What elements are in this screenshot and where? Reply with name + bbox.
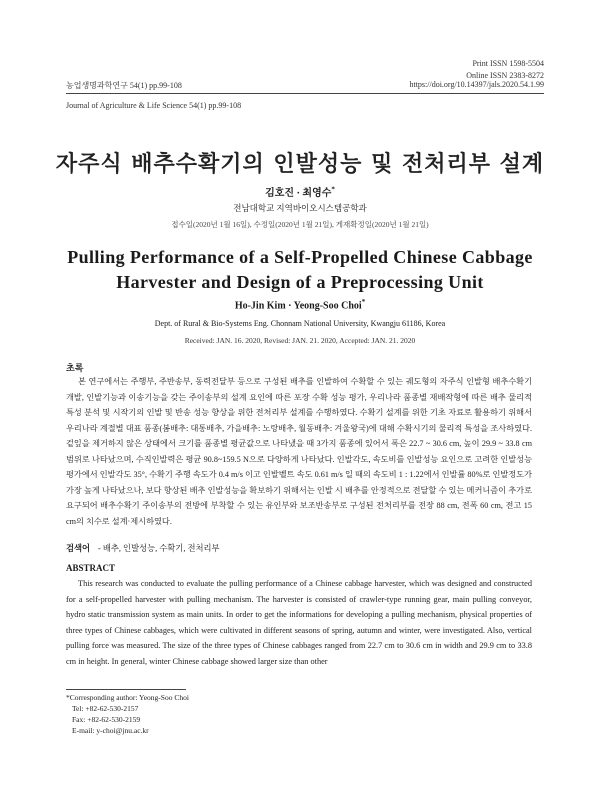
dates-english: Received: JAN. 16. 2020, Revised: JAN. 21. 2020, Accepted: JAN. 21. 2020: [184, 336, 416, 345]
title-english-line1: Pulling Performance of a Self-Propelled Chinese Cabbage: [67, 247, 533, 267]
footnote-email[interactable]: E-mail: y-choi@jnu.ac.kr: [72, 726, 149, 735]
issn-online: Online ISSN 2383-8272: [466, 70, 544, 80]
issn-print: Print ISSN 1598-5504: [472, 59, 544, 68]
abstract-en-text: This research was conducted to evaluate the pulling performance of a Chinese cabbage harvester, which was designed and constructed for a self-propelled harvester with pulling mechanism. The harvester is consisted of crawler-type running gear, main pulling conveyor, hydro static transmission system as main units. In order to get the informations for developing a pulling mechanism, physical properties of three types of Chinese cabbages, which were cultivated in different seasons of spring, autumn and winter, were investigated. Also, vertical pulling force was measured. The size of the three types of Chinese cabbages ranged from 22.7 cm to 30.6 cm in width and 29.9 cm to 33.8 cm in height. In general, winter Chinese cabbage showed larger size than other: [66, 579, 532, 666]
footnote-rule: [66, 689, 186, 690]
keywords-text: - 배추, 인발성능, 수확기, 전처리부: [98, 544, 220, 553]
dates-korean: 접수일(2020년 1월 16일), 수정일(2020년 1월 21일), 게재확정일(2020년 1월 21일): [171, 220, 429, 229]
journal-ko: 농업생명과학연구 54(1) pp.99-108: [66, 81, 182, 90]
footnote-tel: Tel: +82-62-530-2157: [72, 704, 139, 713]
authors-korean: [0, 184, 600, 199]
corresponding-mark-en: *: [361, 298, 366, 306]
affiliation-english: Dept. of Rural & Bio-Systems Eng. Chonnam National University, Kwangju 61186, Korea: [154, 319, 446, 328]
title-korean: 자주식 배추수확기의 인발성능 및 전처리부 설계: [55, 152, 545, 177]
authors-english-names: Ho-Jin Kim · Yeong-Soo Choi: [234, 300, 362, 312]
authors-english: [0, 298, 600, 311]
keywords: [66, 542, 220, 554]
doi-link[interactable]: https://doi.org/10.14397/jals.2020.54.1.99: [409, 80, 544, 89]
corresponding-mark-ko: *: [331, 185, 335, 194]
abstract-ko-text: 본 연구에서는 주행부, 주반송부, 동력전달부 등으로 구성된 배추를 인발하여 수확할 수 있는 궤도형의 자주식 인발형 배추수확기 개발, 인발기능과 이송기능을 갖는 주이송부의 설계 요인에 따른 포장 수확 성능 평가, 우리나라 품종별 재배작형에 따른 배추 물리적 특성 분석 및 시작기의 인발 및 반송 성능 향상을 위한 전처리부 설계를 수행하였다. 수확기 설계를 위한 기초 자료로 활용하기 위해서 우리나라 계절별 대표 품종(봄배추: 대통배추, 가을배추: 노랑배추, 월동배추: 겨울왕국)에 대해 수확시기의 물리적 특성을 조사하였다. 겉잎을 제거하지 않은 상태에서 크기를 품종별 평균값으로 나타냈을 때 3가지 품종에 있어서 폭은 22.7 ~ 30.6 cm, 높이 29.9 ~ 33.8 cm 범위로 나타났으며, 수직인발력은 평균 90.8~159.5 N으로 다양하게 나타났다. 인발각도, 속도비를 인발성능 요인으로 고려한 인발성능 평가에서 인발각도 35°, 수확기 주행 속도가 0.4 m/s 이고 인발벨트 속도 0.61 m/s 일 때의 속도비 1 : 1.22에서 인발률 80%로 인발정도가 가장 높게 나타났으나, 보다 향상된 배추 인발성능을 확보하기 위해서는 인발 시 배추를 안정적으로 전달할 수 있는 메커니즘이 추가로 요구되어 배추수확기 주이송부의 전방에 부착할 수 있는 유인부와 보조반송부로 구성된 전처리부를 전장 88 cm, 전폭 60 cm, 전고 15 cm의 치수로 설계·제시하였다.: [66, 377, 532, 526]
title-english-line2: Harvester and Design of a Preprocessing Unit: [116, 272, 484, 292]
abstract-en-heading: ABSTRACT: [66, 563, 116, 573]
affiliation-korean: 전남대학교 지역바이오시스템공학과: [233, 203, 367, 213]
journal-en: Journal of Agriculture & Life Science 54(1) pp.99-108: [66, 101, 242, 110]
title-english: [40, 245, 560, 295]
abstract-ko-heading: 초록: [66, 363, 84, 373]
footnote-corresponding: *Corresponding author: Yeong-Soo Choi: [66, 693, 189, 702]
keywords-label: 검색어: [66, 544, 91, 553]
header-right: [466, 58, 544, 81]
authors-korean-names: 김호진 · 최영수: [265, 188, 332, 199]
header-rule: [66, 93, 544, 94]
footnote: [66, 692, 189, 736]
footnote-fax: Fax: +82-62-530-2159: [72, 715, 141, 724]
